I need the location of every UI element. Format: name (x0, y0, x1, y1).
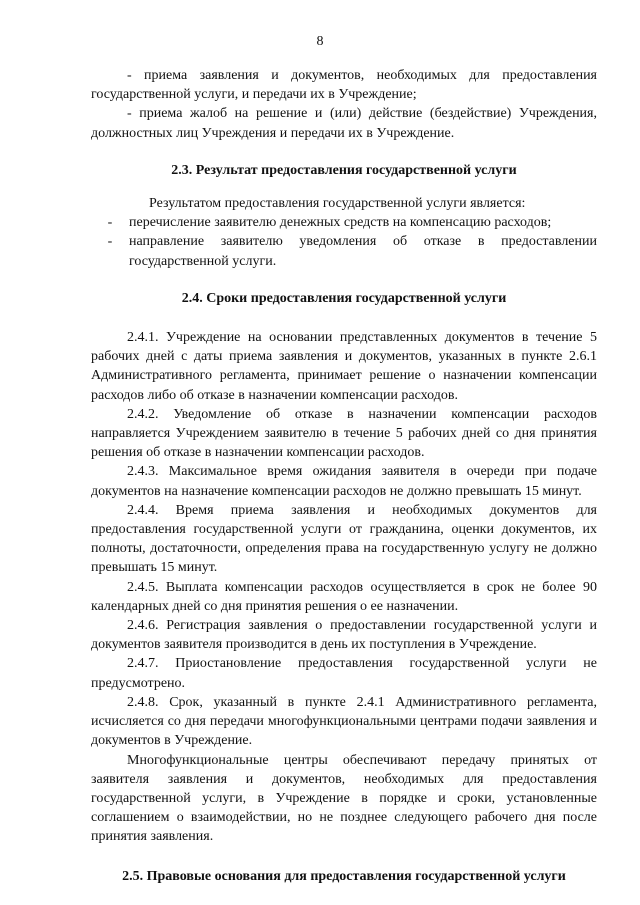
result-item-text: перечисление заявителю денежных средств на компенсацию расходов; (129, 215, 552, 231)
paragraph-2-4-7: 2.4.7. Приостановление предоставления государственной услуги не предусмотрено. (91, 656, 597, 691)
result-item-refusal (91, 232, 597, 270)
document-body (91, 66, 597, 886)
dash-marker: - (107, 234, 113, 250)
section-heading-2-3: 2.3. Результат предоставления государственной услуги (171, 162, 517, 178)
dash-marker: - (107, 215, 113, 231)
service-item-reception: - приема заявления и документов, необходимых для предоставления государственной услуги, и передачи их в Учреждение; (91, 68, 597, 103)
paragraph-2-4-3: 2.4.3. Максимальное время ожидания заявителя в очереди при подаче документов на назначение компенсации расходов не должно превышать 15 минут. (91, 464, 597, 499)
section-heading-2-4: 2.4. Сроки предоставления государственной услуги (181, 290, 507, 306)
paragraph-2-4-1: 2.4.1. Учреждение на основании представленных документов в течение 5 рабочих дней с даты приема заявления и документов, указанных в пункте 2.6.1 Административного регламента, принимает решение о назначении компенсации расходов либо об отказе в назначении компенсации расходов. (91, 330, 597, 403)
paragraph-2-4-4: 2.4.4. Время приема заявления и необходимых документов для предоставления государственной услуги от гражданина, оценки документов, их полноты, достаточности, определения права на государственную услугу не должно превышать 15 минут. (91, 502, 597, 576)
result-item-payment (91, 213, 597, 232)
paragraph-mfc: Многофункциональные центры обеспечивают передачу принятых от заявителя заявления и документов, необходимых для предоставления государственной услуги, в Учреждение в порядке и сроки, установленные соглашением о взаимодействии, но не позднее следующего рабочего дня после принятия заявления. (91, 752, 597, 845)
paragraph-2-4-5: 2.4.5. Выплата компенсации расходов осуществляется в срок не более 90 календарных дней со дня принятия решения о ее назначении. (91, 579, 597, 614)
result-item-text: направление заявителю уведомления об отказе в предоставлении государственной услуги. (129, 234, 597, 269)
result-lead-text: Результатом предоставления государственной услуги является: (149, 196, 526, 212)
service-item-complaints: - приема жалоб на решение и (или) действие (бездействие) Учреждения, должностных лиц Учреждения и передачи их в Учреждение. (91, 106, 597, 141)
paragraph-2-4-6: 2.4.6. Регистрация заявления о предоставлении государственной услуги и документов заявителя производится в день их поступления в Учреждение. (91, 618, 597, 653)
page-number: 8 (316, 34, 324, 49)
paragraph-2-4-2: 2.4.2. Уведомление об отказе в назначении компенсации расходов направляется Учреждением заявителю в течение 5 рабочих дней со дня принятия решения об отказе в назначении компенсации расходов. (91, 406, 597, 461)
section-heading-2-5: 2.5. Правовые основания для предоставления государственной услуги (122, 868, 566, 884)
paragraph-2-4-8: 2.4.8. Срок, указанный в пункте 2.4.1 Административного регламента, исчисляется со дня передачи многофункциональными центрами подачи заявления и документов в Учреждение. (91, 694, 597, 749)
